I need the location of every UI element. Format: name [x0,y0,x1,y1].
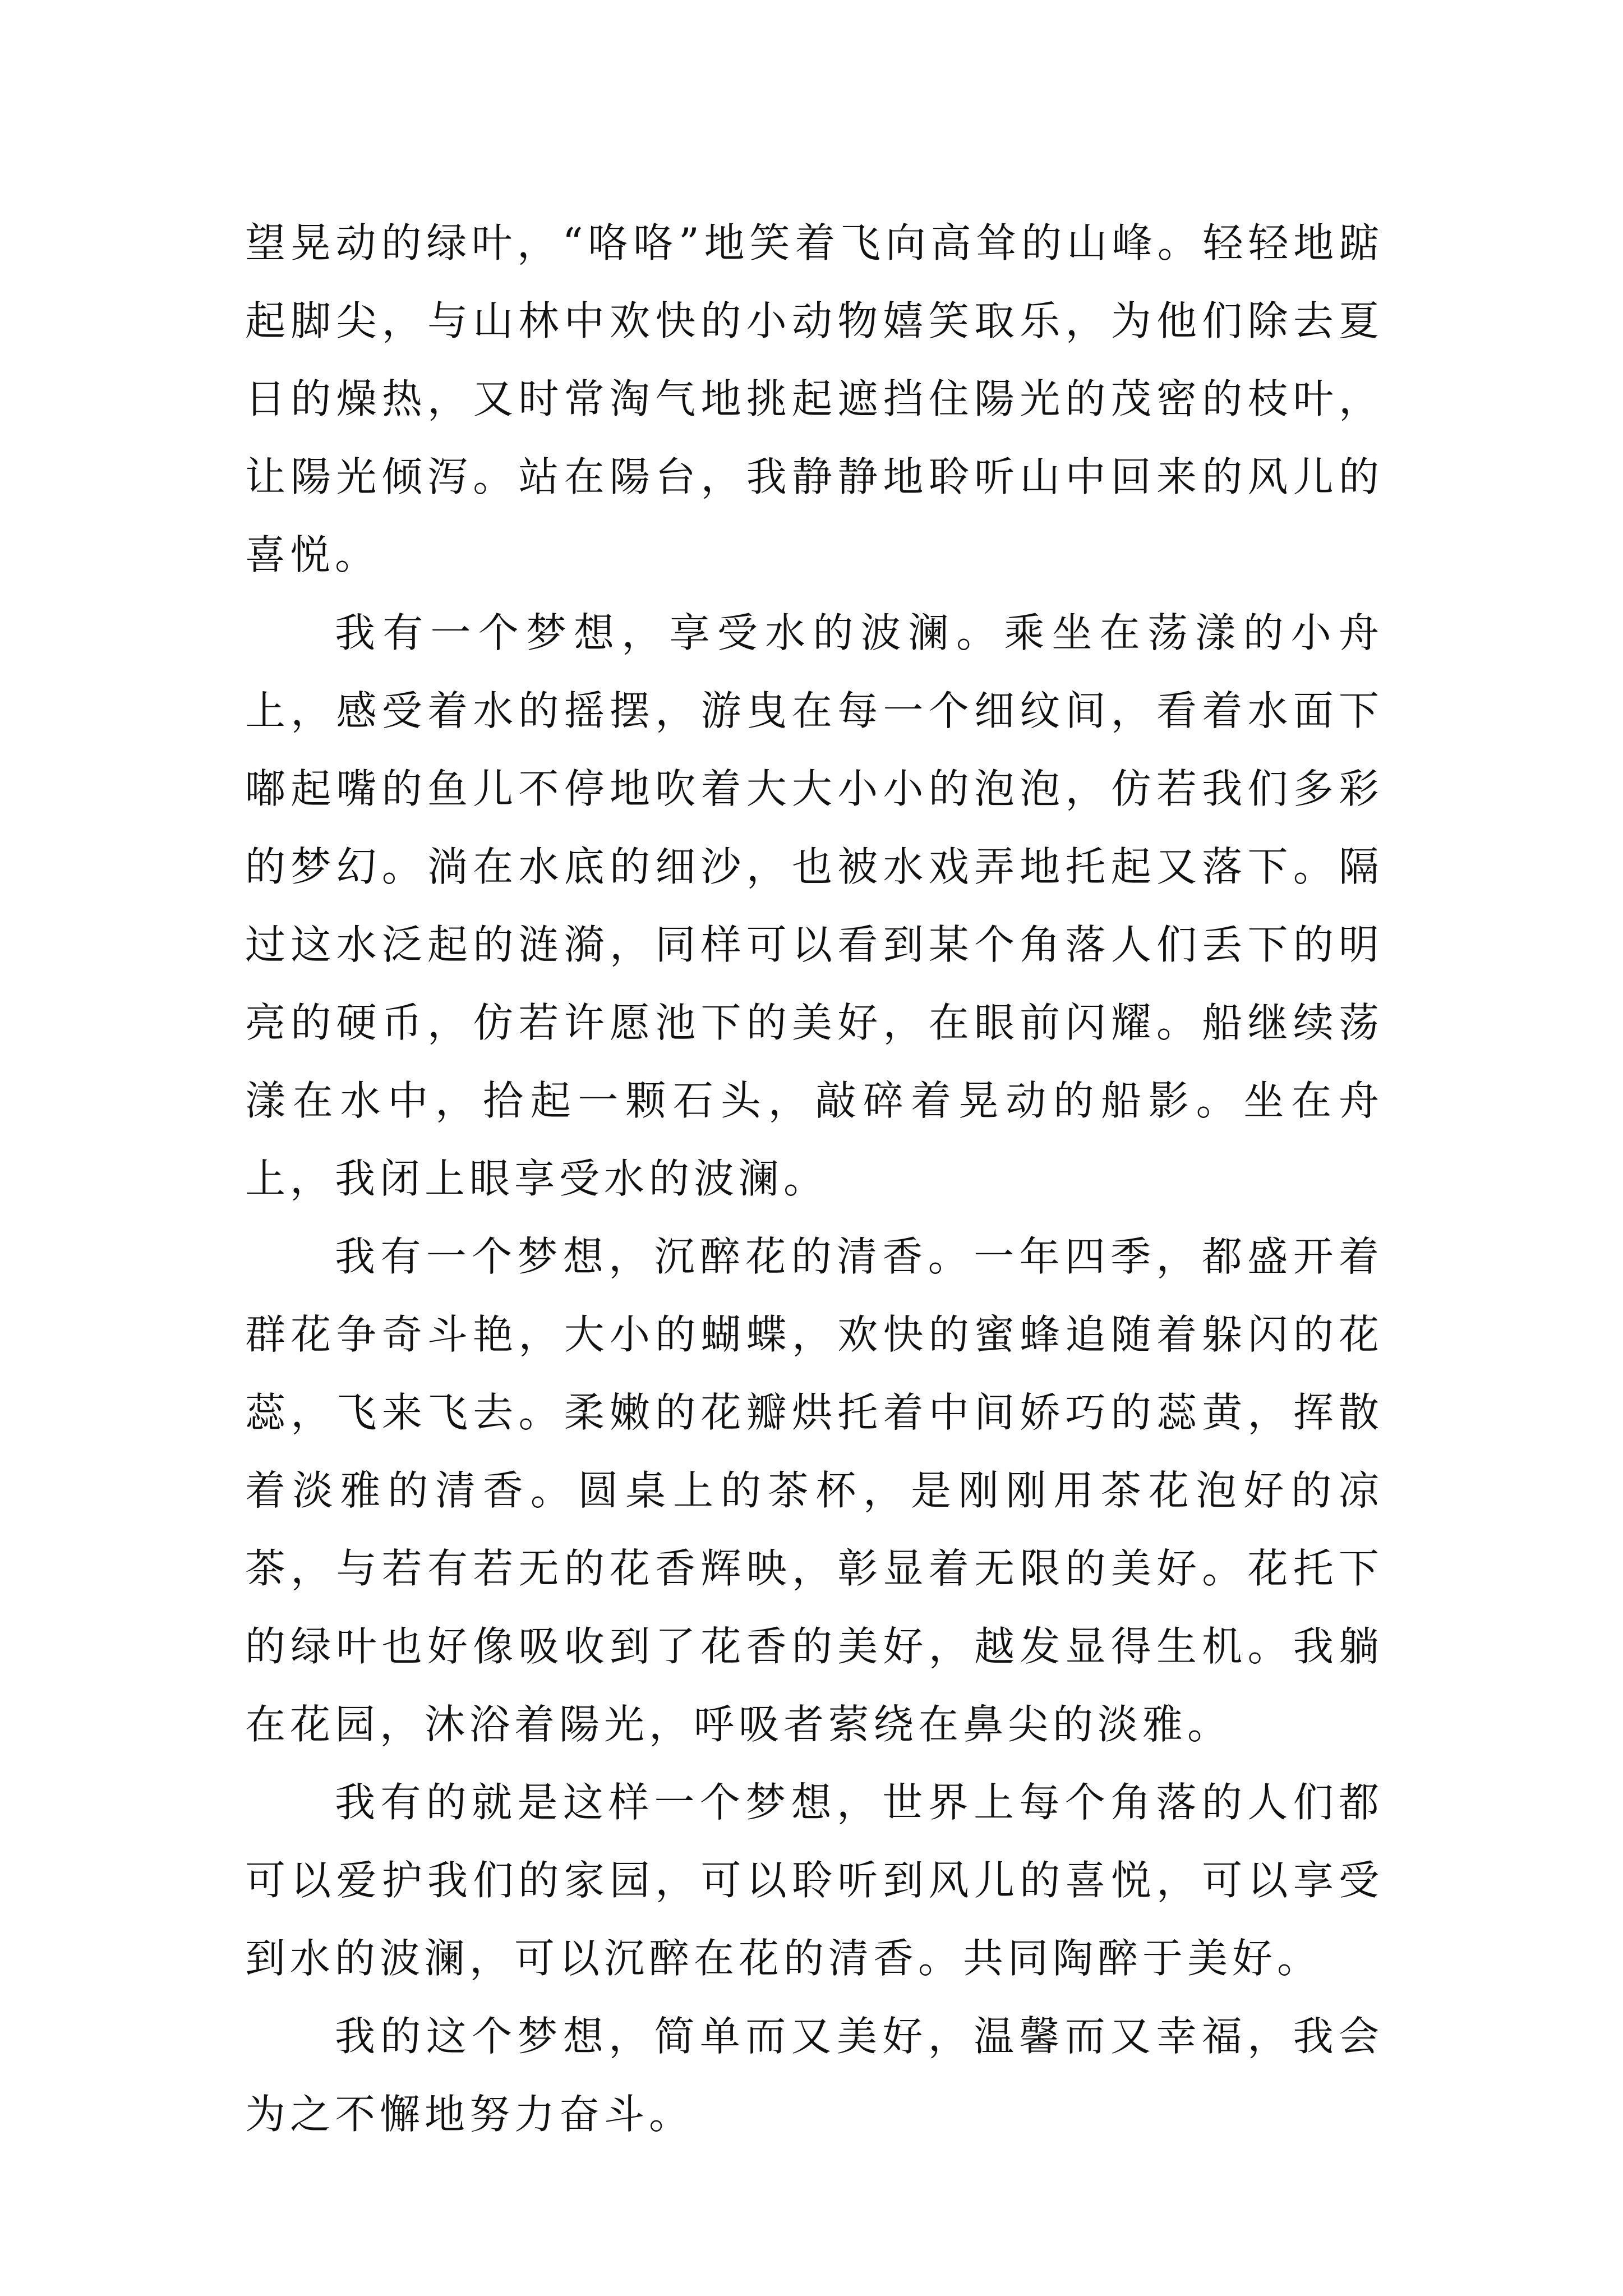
paragraph-1: 望晃动的绿叶，“咯咯”地笑着飞向高耸的山峰。轻轻地踮起脚尖，与山林中欢快的小动物嬉笑取乐，为他们除去夏日的燥热，又时常淘气地挑起遮挡住陽光的茂密的枝叶，让陽光倾泻。站在陽台，我静静地聆听山中回来的风儿的喜悦。 [245,219,1384,578]
paragraph-5: 我的这个梦想，简单而又美好，温馨而又幸福，我会为之不懈地努力奋斗。 [245,2013,1384,2138]
paragraph-4: 我有的就是这样一个梦想，世界上每个角落的人们都可以爱护我们的家园，可以聆听到风儿的喜悦，可以享受到水的波澜，可以沉醉在花的清香。共同陶醉于美好。 [245,1779,1384,1982]
paragraph-3: 我有一个梦想，沉醉花的清香。一年四季，都盛开着群花争奇斗艳，大小的蝴蝶，欢快的蜜蜂追随着躲闪的花蕊，飞来飞去。柔嫩的花瓣烘托着中间娇巧的蕊黄，挥散着淡雅的清香。圆桌上的茶杯，是刚刚用茶花泡好的凉茶，与若有若无的花香辉映，彰显着无限的美好。花托下的绿叶也好像吸收到了花香的美好，越发显得生机。我躺在花园，沐浴着陽光，呼吸者萦绕在鼻尖的淡雅。 [245,1233,1384,1748]
essay-body [245,204,1384,2154]
paragraph-2: 我有一个梦想，享受水的波澜。乘坐在荡漾的小舟上，感受着水的摇摆，游曳在每一个细纹间，看着水面下嘟起嘴的鱼儿不停地吹着大大小小的泡泡，仿若我们多彩的梦幻。淌在水底的细沙，也被水戏弄地托起又落下。隔过这水泛起的涟漪，同样可以看到某个角落人们丢下的明亮的硬币，仿若许愿池下的美好，在眼前闪耀。船继续荡漾在水中，拾起一颗石头，敲碎着晃动的船影。坐在舟上，我闭上眼享受水的波澜。 [245,609,1384,1202]
